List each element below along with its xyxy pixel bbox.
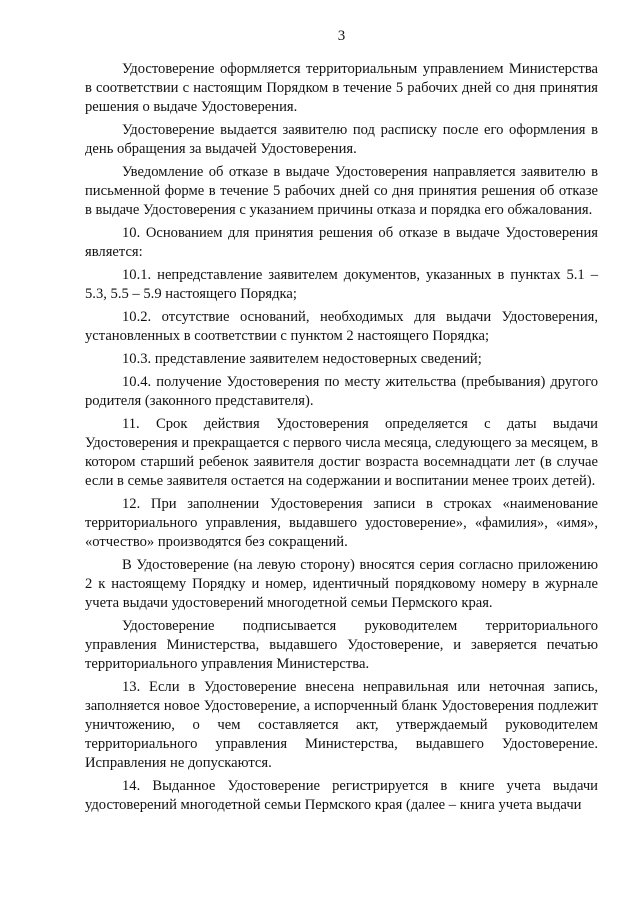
paragraph-13: 13. Если в Удостоверение внесена неправильная или неточная запись, заполняется новое Удостоверение, а испорченный бланк Удостоверения подлежит уничтожению, о чем составляется акт, утверждаемый руководителем территориального управления Министерства, выдавшего Удостоверение. Исправления не допускаются. xyxy=(85,679,598,771)
page-number: 3 xyxy=(337,28,346,44)
paragraph-14: 14. Выданное Удостоверение регистрируется в книге учета выдачи удостоверений многодетной семьи Пермского края (далее – книга учета выдачи xyxy=(85,778,598,813)
paragraph-12: 12. При заполнении Удостоверения записи в строках «наименование территориального управления, выдавшего удостоверение», «фамилия», «имя», «отчество» производятся без сокращений. xyxy=(85,496,598,550)
paragraph-issuance-term: Удостоверение оформляется территориальным управлением Министерства в соответствии с настоящим Порядком в течение 5 рабочих дней со дня принятия решения о выдаче Удостоверения. xyxy=(85,61,598,115)
paragraph-10: 10. Основанием для принятия решения об отказе в выдаче Удостоверения является: xyxy=(85,225,598,260)
paragraph-10-1: 10.1. непредставление заявителем документов, указанных в пунктах 5.1 – 5.3, 5.5 – 5.9 настоящего Порядка; xyxy=(85,267,598,302)
paragraph-issuance-receipt: Удостоверение выдается заявителю под расписку после его оформления в день обращения за выдачей Удостоверения. xyxy=(85,122,598,157)
paragraph-11: 11. Срок действия Удостоверения определяется с даты выдачи Удостоверения и прекращается с первого числа месяца, следующего за месяцем, в котором старший ребенок заявителя достиг возраста восемнадцати лет (в случае если в семье заявителя остается на содержании и воспитании менее троих детей). xyxy=(85,416,598,489)
paragraph-10-4: 10.4. получение Удостоверения по месту жительства (пребывания) другого родителя (законного представителя). xyxy=(85,374,598,409)
document-page xyxy=(85,0,598,905)
paragraph-12-series: В Удостоверение (на левую сторону) вносятся серия согласно приложению 2 к настоящему Порядку и номер, идентичный порядковому номеру в журнале учета выдачи удостоверений многодетной семьи Пермского края. xyxy=(85,557,598,611)
document-body xyxy=(85,60,598,819)
paragraph-12-signature: Удостоверение подписывается руководителем территориального управления Министерства, выдавшего Удостоверение, и заверяется печатью территориального управления Министерства. xyxy=(85,618,598,672)
paragraph-10-3: 10.3. представление заявителем недостоверных сведений; xyxy=(122,351,482,367)
paragraph-10-2: 10.2. отсутствие оснований, необходимых для выдачи Удостоверения, установленных в соответствии с пунктом 2 настоящего Порядка; xyxy=(85,309,598,344)
paragraph-refusal-notice: Уведомление об отказе в выдаче Удостоверения направляется заявителю в письменной форме в течение 5 рабочих дней со дня принятия решения об отказе в выдаче Удостоверения с указанием причины отказа и порядка его обжалования. xyxy=(85,164,598,218)
